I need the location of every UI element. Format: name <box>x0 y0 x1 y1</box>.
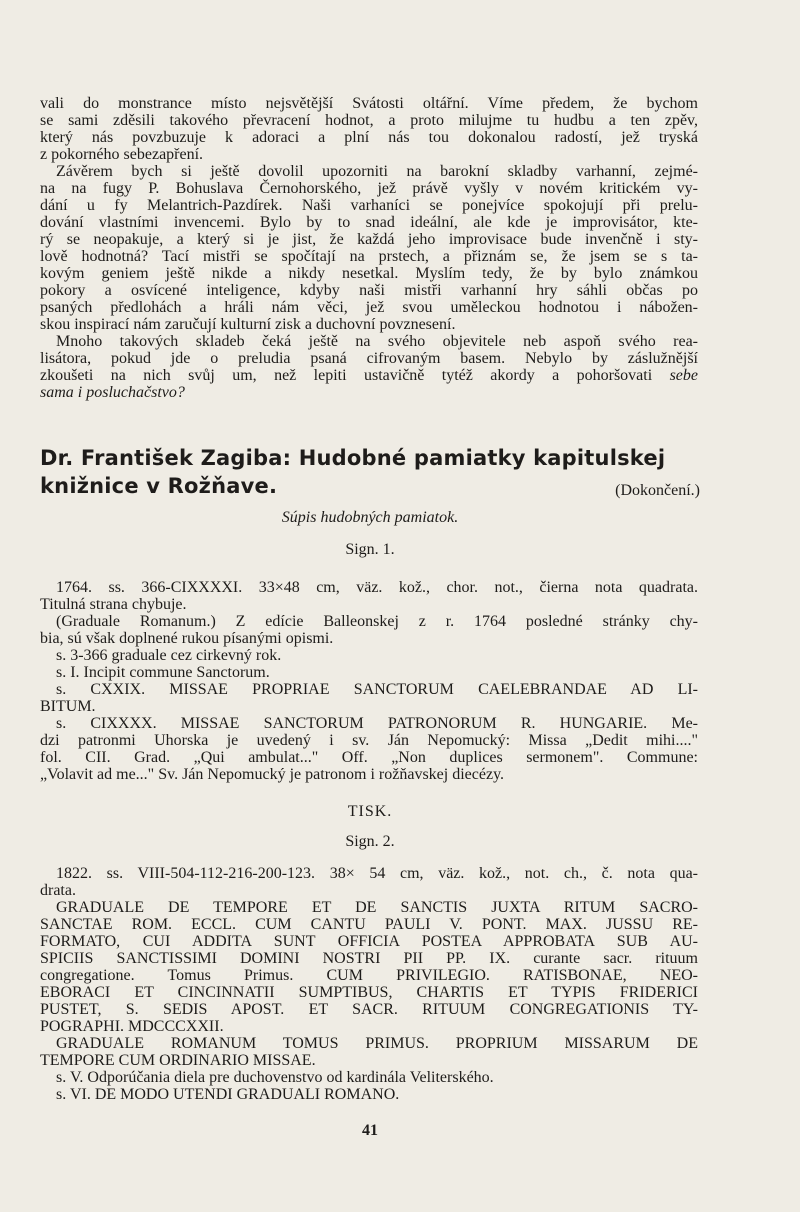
intro-line: na na fugy P. Bohuslava Černohorského, jež právě vyšly v novém kritickém vy- <box>40 180 698 197</box>
entry-sign1-line: s. CXXIX. MISSAE PROPRIAE SANCTORUM CAELEBRANDAE AD LI- <box>56 681 698 698</box>
entry-sign1-line: s. I. Incipit commune Sanctorum. <box>56 664 270 681</box>
entry-sign2-line: 1822. ss. VIII-504-112-216-200-123. 38× 54 cm, väz. kož., not. ch., č. nota qua- <box>56 865 698 882</box>
article-title-line-2: knižnice v Rožňave. <box>40 474 278 498</box>
entry-sign2-line: s. V. Odporúčania diela pre duchovenstvo od kardinála Veliterského. <box>56 1069 494 1086</box>
page-number: 41 <box>362 1122 378 1139</box>
intro-line: z pokorného sebezapření. <box>40 146 204 163</box>
entry-sign2-line: PUSTET, S. SEDIS APOST. ET SACR. RITUUM CONGREGATIONIS TY- <box>40 1001 698 1018</box>
entry-sign2-line: FORMATO, CUI ADDITA SUNT OFFICIA POSTEA APPROBATA SUB AU- <box>40 933 698 950</box>
intro-line: který nás povzbuzuje k adoraci a plní nás tou dokonalou radostí, jež tryská <box>40 129 698 146</box>
entry-sign2-line: drata. <box>40 882 76 899</box>
intro-line: rý se neopakuje, a který si je jist, že každá jeho improvisace bude invenčně i sty- <box>40 231 698 248</box>
entry-sign2-line: congregatione. Tomus Primus. CUM PRIVILEGIO. RATISBONAE, NEO- <box>40 967 698 984</box>
entry-sign1-line: Titulná strana chybuje. <box>40 596 187 613</box>
entry-sign1-line: BITUM. <box>40 698 96 715</box>
intro-line: kovým geniem ještě nikde a nikdy nesetkal. Myslím tedy, že by bylo známkou <box>40 265 698 282</box>
entry-sign1-line: fol. CII. Grad. „Qui ambulat..." Off. „Non duplices sermonem". Commune: <box>40 749 698 766</box>
article-subtitle: Súpis hudobných pamiatok. <box>281 509 459 526</box>
signature-2: Sign. 2. <box>345 833 395 850</box>
intro-line: lově hodnotná? Tací mistři se spočítají na prstech, a přiznám se, že jsem se s ta- <box>40 248 698 265</box>
entry-sign2-line: SANCTAE ROM. ECCL. CUM CANTU PAULI V. PONT. MAX. JUSSU RE- <box>40 916 698 933</box>
entry-sign1-line: s. CIXXXX. MISSAE SANCTORUM PATRONORUM R. HUNGARIE. Me- <box>56 715 698 732</box>
entry-sign2-line: SPICIIS SANCTISSIMI DOMINI NOSTRI PII PP. IX. curante sacr. rituum <box>40 950 698 967</box>
entry-sign1-line: (Graduale Romanum.) Z edície Balleonskej z r. 1764 posledné stránky chy- <box>56 613 698 630</box>
article-title-line-1: Dr. František Zagiba: Hudobné pamiatky kapitulskej <box>40 446 666 470</box>
intro-line: dání u fy Melantrich-Pazdírek. Naši varhaníci se ponejvíce spokojují při prelu- <box>40 197 698 214</box>
intro-line: lisátora, pokud jde o preludia psaná cifrovaným basem. Nebylo by záslužnější <box>40 350 698 367</box>
intro-line <box>40 384 698 401</box>
continued-note: (Dokončení.) <box>615 482 700 499</box>
entry-sign1-line: 1764. ss. 366-CIXXXXI. 33×48 cm, väz. kož., chor. not., čierna nota quadrata. <box>56 579 698 596</box>
italic-text: sama i posluchačstvo? <box>40 384 185 401</box>
intro-line: vali do monstrance místo nejsvětější Svátosti oltářní. Víme předem, že bychom <box>40 95 698 112</box>
intro-line: pokory a osvícené inteligence, kdyby naši mistři varhanní hry sáhli občas po <box>40 282 698 299</box>
intro-line: psaných předlohách a hráli nám věci, jež svou uměleckou hodnotou i nábožen- <box>40 299 698 316</box>
intro-line: zkoušeti na nich svůj um, než lepiti ustavičně tytéž akordy a pohoršovati sebe <box>40 367 698 384</box>
entry-sign2-line: POGRAPHI. MDCCCXXII. <box>40 1018 224 1035</box>
entry-sign1-line: „Volavit ad me..." Sv. Ján Nepomucký je patronom i rožňavskej diecézy. <box>40 766 505 783</box>
entry-sign1-line: bia, sú však doplnené rukou písanými opismi. <box>40 630 334 647</box>
signature-1: Sign. 1. <box>345 541 395 558</box>
entry-sign2-line: GRADUALE ROMANUM TOMUS PRIMUS. PROPRIUM MISSARUM DE <box>56 1035 698 1052</box>
intro-line: skou inspirací nám zaručují kulturní zisk a duchovní povznesení. <box>40 316 456 333</box>
entry-sign2-line: GRADUALE DE TEMPORE ET DE SANCTIS JUXTA RITUM SACRO- <box>56 899 698 916</box>
intro-line: se sami zděsili takového převracení hodnot, a proto milujme tu hudbu a ten zpěv, <box>40 112 698 129</box>
entry-sign2-line: s. VI. DE MODO UTENDI GRADUALI ROMANO. <box>56 1086 400 1103</box>
entry-sign2-line: EBORACI ET CINCINNATII SUMPTIBUS, CHARTIS ET TYPIS FRIDERICI <box>40 984 698 1001</box>
intro-line: dování vlastními invencemi. Bylo by to snad ideální, ale kde je improvisátor, kte- <box>40 214 698 231</box>
entry-sign1-line: dzi patronmi Uhorska je uvedený i sv. Ján Nepomucký: Missa „Dedit mihi...." <box>40 732 698 749</box>
entry-sign1-line: s. 3-366 graduale cez cirkevný rok. <box>56 647 282 664</box>
intro-line: Závěrem bych si ještě dovolil upozorniti na barokní skladby varhanní, zejmé- <box>56 163 698 180</box>
italic-text: sebe <box>669 367 698 384</box>
entry-sign2-line: TEMPORE CUM ORDINARIO MISSAE. <box>40 1052 316 1069</box>
print-heading: TISK. <box>347 803 393 820</box>
intro-line: Mnoho takových skladeb čeká ještě na svého objevitele neb aspoň svého rea- <box>56 333 698 350</box>
